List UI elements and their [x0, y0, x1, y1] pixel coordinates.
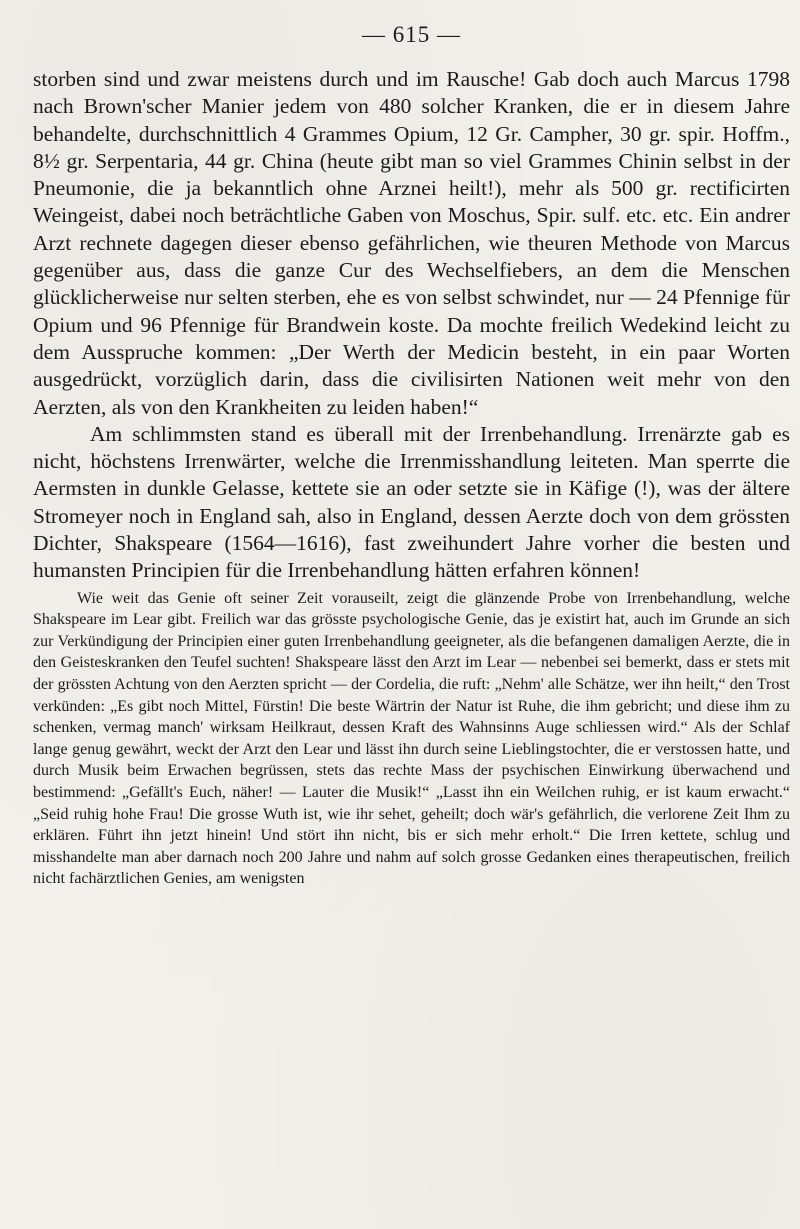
footnote-text: Wie weit das Genie oft seiner Zeit vorauseilt, zeigt die glänzende Probe von Irrenbehandlung, welche Shakspeare im Lear gibt. Freilich war das grösste psychologische Genie, das je existirt hat, auch im Grunde an sich zur Verkündigung der Principien einer guten Irrenbehandlung geeigneter, als die befangenen damaligen Aerzte, die in den Geisteskranken den Teufel suchten! Shakspeare lässt den Arzt im Lear — nebenbei sei bemerkt, dass er stets mit der grössten Achtung von den Aerzten spricht — der Cordelia, die ruft: „Nehm' alle Schätze, wer ihn heilt,“ den Trost verkünden: „Es gibt noch Mittel, Fürstin! Die beste Wärtrin der Natur ist Ruhe, die ihm gebricht; und diese ihm zu schenken, vermag manch' wirksam Heilkraut, dessen Kraft des Wahnsinns Auge schliessen wird.“ Als der Schlaf lange genug gewährt, weckt der Arzt den Lear und lässt ihn durch seine Lieblingstochter, die er verstossen hatte, und durch Musik beim Erwachen begrüssen, stets das rechte Mass der psychischen Einwirkung überwachend und bestimmend: „Gefällt's Euch, näher! — Lauter die Musik!“ „Lasst ihn ein Weilchen ruhig, er ist kaum erwacht.“ „Seid ruhig hohe Frau! Die grosse Wuth ist, wie ihr sehet, geheilt; doch wär's gefährlich, die verlorene Zeit Ihm zu erklären. Führt ihn jetzt hinein! Und stört ihn nicht, bis er sich mehr erholt.“ Die Irren kettete, schlug und misshandelte man aber darnach noch 200 Jahre und nahm auf solch grosse Gedanken eines therapeutischen, freilich nicht fachärztlichen Genies, am wenigsten [33, 589, 790, 888]
page-number: — 615 — [362, 22, 461, 47]
paragraph-irrenbehandlung: Am schlimmsten stand es überall mit der Irrenbehandlung. Irrenärzte gab es nicht, höchstens Irrenwärter, welche die Irrenmisshandlung leiteten. Man sperrte die Aermsten in dunkle Gelasse, kettete sie an oder setzte sie in Käfige (!), was der ältere Stromeyer noch in England sah, also in England, dessen Aerzte doch von dem grössten Dichter, Shakspeare (1564—1616), fast zweihundert Jahre vorher die besten und humansten Principien für die Irrenbehandlung hätten erfahren können! [33, 421, 790, 583]
footnote [33, 588, 790, 890]
main-text [33, 66, 790, 585]
paragraph-continuation: storben sind und zwar meistens durch und im Rausche! Gab doch auch Marcus 1798 nach Brown'scher Manier jedem von 480 solcher Kranken, die er in diesem Jahre behandelte, durchschnittlich 4 Grammes Opium, 12 Gr. Campher, 30 gr. spir. Hoffm., 8½ gr. Serpentaria, 44 gr. China (heute gibt man so viel Grammes Chinin selbst in der Pneumonie, die ja bekanntlich ohne Arznei heilt!), mehr als 500 gr. rectificirten Weingeist, dabei noch beträchtliche Gaben von Moschus, Spir. sulf. etc. etc. Ein andrer Arzt rechnete dagegen dieser ebenso gefährlichen, wie theuren Methode von Marcus gegenüber aus, dass die ganze Cur des Wechselfiebers, an dem die Menschen glücklicherweise nur selten sterben, ehe es von selbst schwindet, nur — 24 Pfennige für Opium und 96 Pfennige für Brandwein koste. Da mochte freilich Wedekind leicht zu dem Ausspruche kommen: „Der Werth der Medicin besteht, in ein paar Worten ausgedrückt, vorzüglich darin, dass die civilisirten Nationen weit mehr von den Aerzten, als von den Krankheiten zu leiden haben!“ [33, 67, 790, 419]
